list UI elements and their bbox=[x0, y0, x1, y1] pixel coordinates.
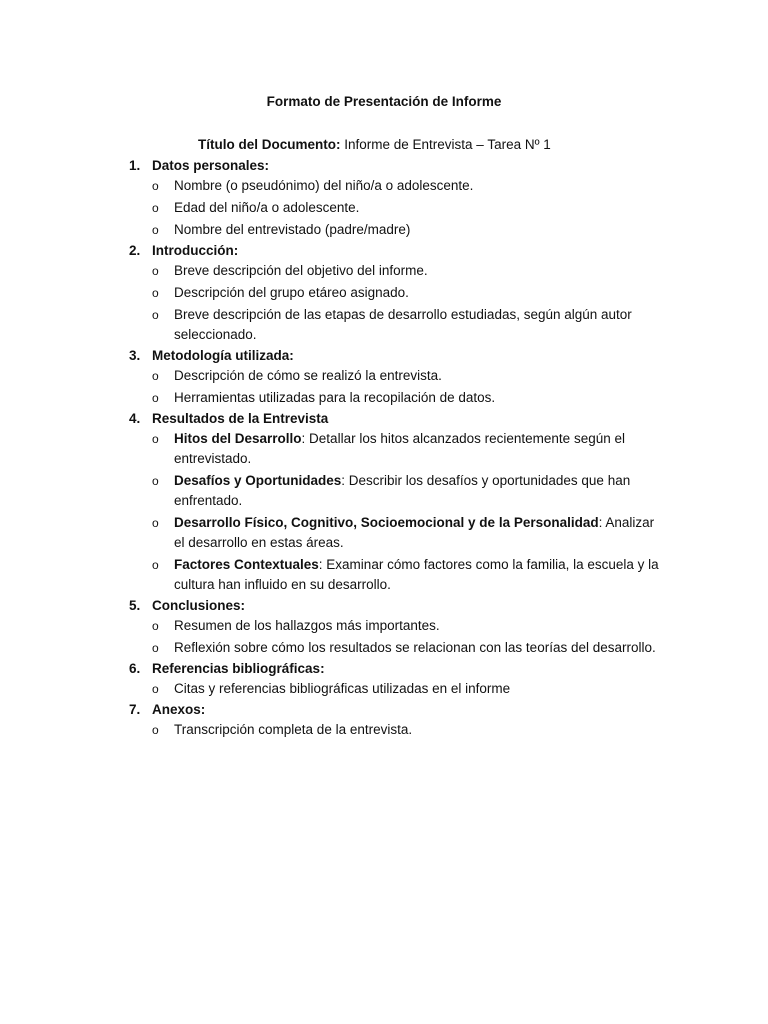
list-item-body: Breve descripción de las etapas de desarrollo estudiadas, según algún autor seleccionado. bbox=[174, 307, 632, 342]
section-number: 7. bbox=[129, 702, 141, 717]
section-list bbox=[129, 157, 669, 742]
section-1 bbox=[129, 157, 669, 240]
list-item-bold-term: Hitos del Desarrollo bbox=[174, 431, 302, 446]
list-item-text bbox=[174, 261, 664, 281]
section-heading bbox=[129, 157, 669, 176]
bullet-list bbox=[129, 429, 669, 595]
hollow-bullet-icon: o bbox=[152, 223, 159, 237]
hollow-bullet-icon: o bbox=[152, 179, 159, 193]
list-item bbox=[129, 261, 669, 281]
section-number: 3. bbox=[129, 348, 141, 363]
subtitle-label: Título del Documento: bbox=[198, 137, 341, 152]
bullet-list bbox=[129, 366, 669, 408]
section-3 bbox=[129, 347, 669, 408]
section-heading bbox=[129, 347, 669, 366]
list-item-body: Descripción del grupo etáreo asignado. bbox=[174, 285, 409, 300]
list-item-body: Reflexión sobre cómo los resultados se relacionan con las teorías del desarrollo. bbox=[174, 640, 656, 655]
list-item bbox=[129, 616, 669, 636]
list-item bbox=[129, 513, 669, 553]
list-item-body: : Detallar los hitos alcanzados recientemente según el entrevistado. bbox=[174, 431, 625, 466]
section-number: 1. bbox=[129, 158, 141, 173]
list-item bbox=[129, 720, 669, 740]
list-item-body: Nombre del entrevistado (padre/madre) bbox=[174, 222, 411, 237]
bullet-list bbox=[129, 720, 669, 740]
list-item-body: : Examinar cómo factores como la familia, la escuela y la cultura han influido en su desarrollo. bbox=[174, 557, 659, 592]
bullet-list bbox=[129, 176, 669, 240]
list-item-text bbox=[174, 305, 664, 345]
list-item-text bbox=[174, 638, 664, 658]
list-item bbox=[129, 198, 669, 218]
section-label: Datos personales: bbox=[152, 158, 270, 173]
list-item-text bbox=[174, 283, 664, 303]
list-item-body: Breve descripción del objetivo del informe. bbox=[174, 263, 428, 278]
hollow-bullet-icon: o bbox=[152, 682, 159, 696]
list-item bbox=[129, 220, 669, 240]
list-item-text bbox=[174, 366, 664, 386]
list-item-text bbox=[174, 513, 664, 553]
list-item-text bbox=[174, 471, 664, 511]
list-item-text bbox=[174, 176, 664, 196]
hollow-bullet-icon: o bbox=[152, 201, 159, 215]
list-item bbox=[129, 283, 669, 303]
section-label: Anexos: bbox=[152, 702, 206, 717]
hollow-bullet-icon: o bbox=[152, 558, 159, 572]
hollow-bullet-icon: o bbox=[152, 432, 159, 446]
list-item-bold-term: Factores Contextuales bbox=[174, 557, 319, 572]
hollow-bullet-icon: o bbox=[152, 641, 159, 655]
section-label: Metodología utilizada: bbox=[152, 348, 294, 363]
section-number: 2. bbox=[129, 243, 141, 258]
list-item bbox=[129, 366, 669, 386]
page-title: Formato de Presentación de Informe bbox=[266, 94, 502, 109]
list-item bbox=[129, 429, 669, 469]
bullet-list bbox=[129, 679, 669, 699]
section-number: 5. bbox=[129, 598, 141, 613]
list-item-body: : Analizar el desarrollo en estas áreas. bbox=[174, 515, 655, 550]
section-heading bbox=[129, 597, 669, 616]
list-item-text bbox=[174, 429, 664, 469]
section-heading bbox=[129, 701, 669, 720]
section-label: Resultados de la Entrevista bbox=[152, 411, 329, 426]
section-7 bbox=[129, 701, 669, 740]
section-heading bbox=[129, 410, 669, 429]
hollow-bullet-icon: o bbox=[152, 474, 159, 488]
hollow-bullet-icon: o bbox=[152, 516, 159, 530]
list-item bbox=[129, 305, 669, 345]
section-4 bbox=[129, 410, 669, 595]
list-item bbox=[129, 679, 669, 699]
section-5 bbox=[129, 597, 669, 658]
list-item-text bbox=[174, 720, 664, 740]
list-item-bold-term: Desafíos y Oportunidades bbox=[174, 473, 342, 488]
section-label: Referencias bibliográficas: bbox=[152, 661, 325, 676]
list-item bbox=[129, 638, 669, 658]
document-subtitle bbox=[198, 136, 551, 154]
list-item-text bbox=[174, 198, 664, 218]
list-item-bold-term: Desarrollo Físico, Cognitivo, Socioemocional y de la Personalidad bbox=[174, 515, 599, 530]
list-item-text bbox=[174, 220, 664, 240]
list-item-text bbox=[174, 616, 664, 636]
hollow-bullet-icon: o bbox=[152, 286, 159, 300]
section-2 bbox=[129, 242, 669, 345]
list-item bbox=[129, 388, 669, 408]
hollow-bullet-icon: o bbox=[152, 723, 159, 737]
section-number: 4. bbox=[129, 411, 141, 426]
hollow-bullet-icon: o bbox=[152, 369, 159, 383]
bullet-list bbox=[129, 616, 669, 658]
hollow-bullet-icon: o bbox=[152, 391, 159, 405]
list-item-body: Transcripción completa de la entrevista. bbox=[174, 722, 413, 737]
list-item-body: : Describir los desafíos y oportunidades que han enfrentado. bbox=[174, 473, 631, 508]
section-label: Introducción: bbox=[152, 243, 239, 258]
list-item-body: Citas y referencias bibliográficas utilizadas en el informe bbox=[174, 681, 511, 696]
list-item bbox=[129, 471, 669, 511]
section-label: Conclusiones: bbox=[152, 598, 246, 613]
list-item bbox=[129, 176, 669, 196]
list-item-body: Descripción de cómo se realizó la entrevista. bbox=[174, 368, 442, 383]
list-item bbox=[129, 555, 669, 595]
bullet-list bbox=[129, 261, 669, 345]
hollow-bullet-icon: o bbox=[152, 619, 159, 633]
subtitle-value: Informe de Entrevista – Tarea Nº 1 bbox=[340, 137, 551, 152]
list-item-body: Edad del niño/a o adolescente. bbox=[174, 200, 360, 215]
list-item-text bbox=[174, 679, 664, 699]
list-item-text bbox=[174, 388, 664, 408]
list-item-body: Resumen de los hallazgos más importantes. bbox=[174, 618, 440, 633]
section-6 bbox=[129, 660, 669, 699]
hollow-bullet-icon: o bbox=[152, 308, 159, 322]
hollow-bullet-icon: o bbox=[152, 264, 159, 278]
section-number: 6. bbox=[129, 661, 141, 676]
section-heading bbox=[129, 242, 669, 261]
section-heading bbox=[129, 660, 669, 679]
list-item-body: Herramientas utilizadas para la recopilación de datos. bbox=[174, 390, 496, 405]
list-item-body: Nombre (o pseudónimo) del niño/a o adolescente. bbox=[174, 178, 474, 193]
list-item-text bbox=[174, 555, 664, 595]
